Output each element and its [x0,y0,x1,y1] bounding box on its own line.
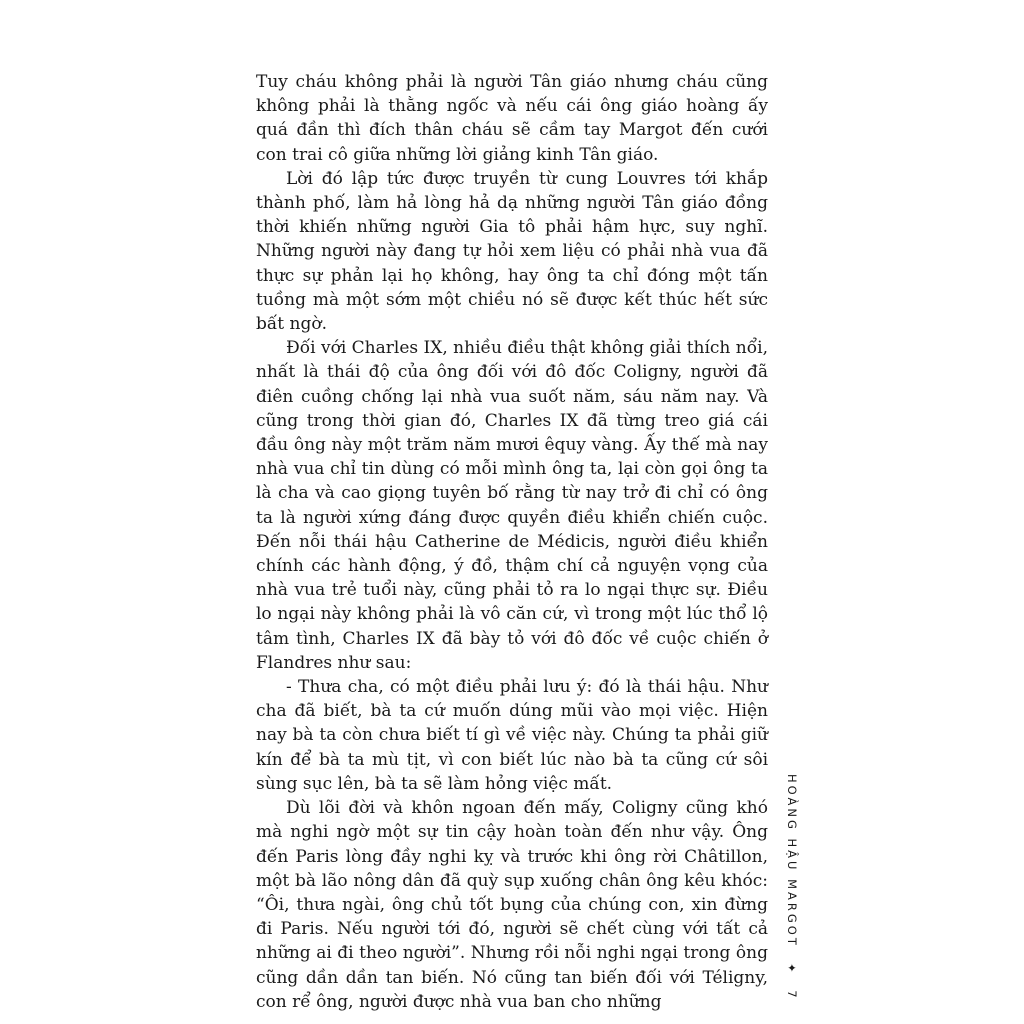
paragraph-4-dialogue: - Thưa cha, có một điều phải lưu ý: đó là thái hậu. Như cha đã biết, bà ta cứ muốn dúng mũi vào mọi việc. Hiện nay bà ta còn chưa biết tí gì về việc này. Chúng ta phải giữ kín để bà ta mù tịt, vì con biết lúc nào bà ta cũng cứ sôi sùng sục lên, bà ta sẽ làm hỏng việc mất. [256,677,768,794]
book-title: HOÀNG HẬU MARGOT [785,774,799,948]
running-head [780,774,804,1001]
body-text [256,70,768,1014]
paragraph-2: Lời đó lập tức được truyền từ cung Louvres tới khắp thành phố, làm hả lòng hả dạ những người Tân giáo đồng thời khiến những người Gia tô phải hậm hực, suy nghĩ. Những người này đang tự hỏi xem liệu có phải nhà vua đã thực sự phản lại họ không, hay ông ta chỉ đóng một tấn tuồng mà một sớm một chiều nó sẽ được kết thúc hết sức bất ngờ. [256,168,768,335]
separator-ornament: ✦ [785,960,799,978]
paragraph-3: Đối với Charles IX, nhiều điều thật không giải thích nổi, nhất là thái độ của ông đối với đô đốc Coligny, người đã điên cuồng chống lại nhà vua suốt năm, sáu năm nay. Và cũng trong thời gian đó, Charles IX đã từng treo giá cái đầu ông này một trăm năm mươi êquy vàng. Ấy thế mà nay nhà vua chỉ tin dùng có mỗi mình ông ta, lại còn gọi ông ta là cha và cao giọng tuyên bố rằng từ nay trở đi chỉ có ông ta là người xứng đáng được quyền điều khiển chiến cuộc. Đến nỗi thái hậu Catherine de Médicis, người điều khiển chính các hành động, ý đồ, thậm chí cả nguyện vọng của nhà vua trẻ tuổi này, cũng phải tỏ ra lo ngại thực sự. Điều lo ngại này không phải là vô căn cứ, vì trong một lúc thổ lộ tâm tình, Charles IX đã bày tỏ với đô đốc về cuộc chiến ở Flandres như sau: [256,338,768,673]
paragraph-5: Dù lõi đời và khôn ngoan đến mấy, Coligny cũng khó mà nghi ngờ một sự tin cậy hoàn toàn đến như vậy. Ông đến Paris lòng đầy nghi kỵ và trước khi ông rời Châtillon, một bà lão nông dân đã quỳ sụp xuống chân ông kêu khóc: “Ôi, thưa ngài, ông chủ tốt bụng của chúng con, xin đừng đi Paris. Nếu người tới đó, người sẽ chết cùng với tất cả những ai đi theo người”. Nhưng rồi nỗi nghi ngại trong ông cũng dần dần tan biến. Nó cũng tan biến đối với Téligny, con rể ông, người được nhà vua ban cho những [256,798,768,1012]
page-number: 7 [785,990,799,1001]
paragraph-1: Tuy cháu không phải là người Tân giáo nhưng cháu cũng không phải là thằng ngốc và nếu cái ông giáo hoàng ấy quá đần thì đích thân cháu sẽ cầm tay Margot đến cưới con trai cô giữa những lời giảng kinh Tân giáo. [256,72,768,165]
